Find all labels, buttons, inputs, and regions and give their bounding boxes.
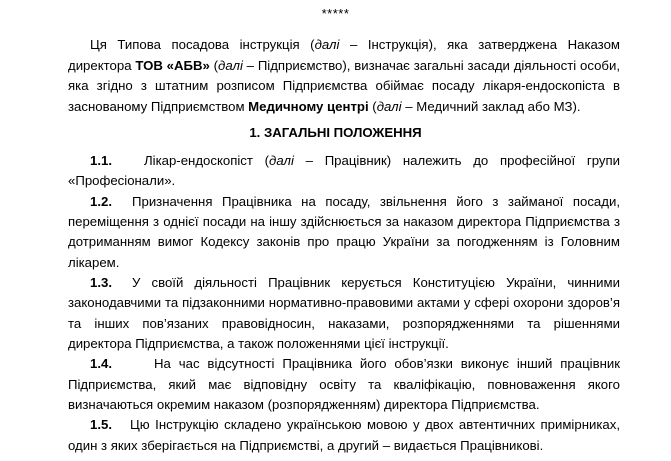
separator-stars: ***** xyxy=(321,6,350,21)
intro-paragraph xyxy=(68,35,620,117)
list-item xyxy=(68,415,620,456)
medical-center-name: Медичному центрі xyxy=(248,98,369,114)
list-item xyxy=(68,273,620,354)
item-number: 1.5. xyxy=(90,417,112,433)
item-italic: далі xyxy=(269,153,294,168)
item-text: Лікар-ендоскопіст ( xyxy=(144,153,270,168)
intro-italic-1: далі xyxy=(314,37,340,52)
item-number: 1.3. xyxy=(90,275,112,291)
intro-italic-3: далі xyxy=(376,98,402,114)
list-item xyxy=(68,192,620,273)
item-text: Цю Інструкцію складено українською мовою у двох автентичних примірниках, один з яких зберігається на Підприємстві, а другий – видається Працівникові. xyxy=(68,417,620,453)
item-number: 1.1. xyxy=(90,153,112,168)
intro-italic-2: далі xyxy=(218,57,243,73)
intro-text-1: Ця Типова посадова інструкція ( xyxy=(90,37,315,52)
provisions-list xyxy=(68,151,620,456)
item-text: – Працівник) належить до професійної групи «Професіонали». xyxy=(68,153,620,189)
intro-text-6: – Медичний заклад або МЗ). xyxy=(401,98,581,114)
company-name: ТОВ «АБВ» xyxy=(135,57,210,73)
intro-text-5: ( xyxy=(368,98,377,114)
list-item xyxy=(68,151,620,192)
list-item xyxy=(68,354,620,415)
intro-text-2: – Інструкція), яка затверджена Наказом директора xyxy=(68,37,620,73)
item-text: Призначення Працівника на посаду, звільнення його з займаної посади, переміщення з однієї посади на іншу здійснюється за наказом директора Підприємства з дотриманням вимог Кодексу законів про працю України за погодженням із Головним лікарем. xyxy=(68,193,620,270)
item-text: На час відсутності Працівника його обов’язки виконує інший працівник Підприємства, який має відповідну освіту та кваліфікацію, повноваження якого визначаються окремим наказом (розпорядженням) директора Підприємства. xyxy=(68,356,620,413)
intro-text-3: ( xyxy=(209,57,219,73)
item-text: У своїй діяльності Працівник керується Конституцією України, чинними законодавчими та підзаконними нормативно-правовими актами у сфері охорони здоров’я та інших пов’язаних правовідносин, наказами, розпорядженнями та рішеннями директора Підприємства, а також положеннями цієї інструкції. xyxy=(68,275,620,352)
section-title: 1. ЗАГАЛЬНІ ПОЛОЖЕННЯ xyxy=(249,125,422,140)
item-number: 1.4. xyxy=(90,356,112,372)
intro-text-4: – Підприємство), визначає загальні засади діяльності особи, яка згідно з штатним розписом Підприємства обіймає посаду лікаря-ендоскопіста в заснованому Підприємством xyxy=(68,57,620,114)
item-number: 1.2. xyxy=(90,193,112,209)
